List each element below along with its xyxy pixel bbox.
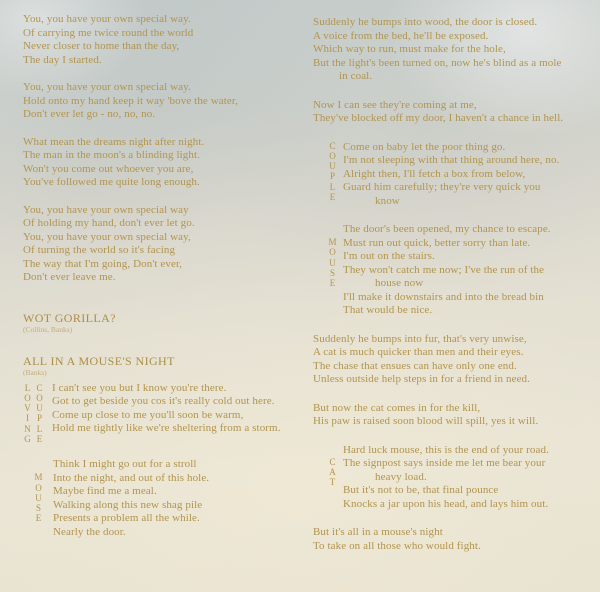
song-title-all-in-a-mouses-night: ALL IN A MOUSE'S NIGHT xyxy=(23,354,175,368)
lyric-line: Maybe find me a meal. xyxy=(53,485,157,498)
vertical-label-cat: CAT xyxy=(329,456,336,488)
vertical-label-couple: COUPLE xyxy=(36,382,43,444)
stanza-lines xyxy=(53,458,209,539)
lyric-line: Into the night, and out of this hole. xyxy=(53,471,210,484)
stanza-cat-narrative-1 xyxy=(313,333,563,387)
stanza-mouse-narrative-2 xyxy=(313,99,563,126)
lyric-line: His paw is raised soon blood will spill, yes it will. xyxy=(313,415,539,427)
stanza-cat-narrative-2 xyxy=(313,402,563,429)
lyric-line: You, you have your own special way, xyxy=(23,230,191,243)
lyric-line: You, you have your own special way. xyxy=(23,13,191,25)
lyric-line: Alright then, I'll fetch a box from below, xyxy=(343,167,526,180)
lyric-line: The signpost says inside me let me bear your xyxy=(343,457,546,469)
lyric-line: That would be nice. xyxy=(343,304,433,316)
lyric-line: You've followed me quite long enough. xyxy=(23,176,200,188)
vertical-label-mouse: MOUSE xyxy=(34,472,43,524)
lyric-line: Knocks a jar upon his head, and lays him out. xyxy=(343,497,549,510)
lyric-line: But it's all in a mouse's night xyxy=(313,526,443,538)
stanza-lines xyxy=(52,382,281,445)
vertical-label-mouse: MOUSE xyxy=(328,237,337,289)
lyric-line: Think I might go out for a stroll xyxy=(53,458,197,471)
lyric-line: Come up close to me you'll soon be warm, xyxy=(52,408,244,421)
lyric-line: Which way to run, must make for the hole, xyxy=(313,43,506,55)
lyric-line: Suddenly he bumps into wood, the door is closed. xyxy=(313,16,538,28)
lyric-line: A cat is much quicker than men and their eyes. xyxy=(313,346,524,358)
stanza-loving-couple xyxy=(23,382,281,445)
lyric-line: Hold onto my hand keep it way 'bove the water, xyxy=(23,94,239,107)
speaker-label-gutter xyxy=(313,223,343,318)
lyric-line: Hard luck mouse, this is the end of your road. xyxy=(343,443,549,456)
lyric-line: The way that I'm going, Don't ever, xyxy=(23,257,183,270)
lyric-line: I can't see you but I know you're there. xyxy=(52,381,227,394)
lyric-line: The chase that ensues can have only one end. xyxy=(313,359,517,372)
lyric-line: Now I can see they're coming at me, xyxy=(313,98,477,111)
lyric-line: Must run out quick, better sorry than late. xyxy=(343,236,531,249)
lyric-line-continuation: in coal. xyxy=(339,70,373,82)
lyric-line: Don't ever let go - no, no, no. xyxy=(23,108,156,120)
right-column xyxy=(313,16,563,568)
stanza-closing xyxy=(313,526,563,553)
lyric-line: The man in the moon's a blinding light. xyxy=(23,149,200,161)
lyric-line: Never closer to home than the day, xyxy=(23,40,180,52)
lyric-line: A voice from the bed, he'll be exposed. xyxy=(313,29,489,42)
stanza-mouse-right xyxy=(313,223,563,318)
lyric-line: I'm not sleeping with that thing around here, no. xyxy=(343,154,560,166)
song-block-wot-gorilla xyxy=(23,311,281,335)
lyric-line: Presents a problem all the while. xyxy=(53,512,200,525)
lyric-line: They won't catch me now; I've the run of the xyxy=(343,263,545,276)
lyric-line: They've blocked off my door, I haven't a chance in hell. xyxy=(313,112,564,124)
vertical-label-couple: COUPLE xyxy=(329,140,336,202)
lyric-line: I'll make it downstairs and into the bread bin xyxy=(343,290,544,303)
lyric-line: You, you have your own special way. xyxy=(23,81,191,93)
lyric-line: What mean the dreams night after night. xyxy=(23,135,205,148)
lyric-line: You, you have your own special way xyxy=(23,203,189,216)
speaker-label-gutter xyxy=(313,444,343,512)
song-title-wot-gorilla: WOT GORILLA? xyxy=(23,310,116,325)
lyric-line: Unless outside help steps in for a friend in need. xyxy=(313,373,531,385)
stanza-couple-right xyxy=(313,141,563,209)
lyric-line: Of turning the world so it's facing xyxy=(23,244,176,256)
lyric-line: But now the cat comes in for the kill, xyxy=(313,401,481,414)
stanza-lines xyxy=(343,141,559,209)
lyric-line: Don't ever leave me. xyxy=(23,271,116,283)
song-block-all-in-a-mouses-night xyxy=(23,354,281,378)
lyric-line: Of carrying me twice round the world xyxy=(23,26,194,39)
lyric-line: But the light's been turned on, now he's blind as a mole xyxy=(313,56,562,69)
stanza-special-way-1 xyxy=(23,13,281,67)
lyric-line: The day I started. xyxy=(23,53,102,66)
lyric-line: I'm out on the stairs. xyxy=(343,250,435,262)
lyric-line: The door's been opened, my chance to escape. xyxy=(343,223,551,235)
stanza-lines xyxy=(343,444,549,512)
lyric-line: Hold me tightly like we're sheltering from a storm. xyxy=(52,422,281,434)
lyric-line: Won't you come out whoever you are, xyxy=(23,162,194,175)
lyric-line-continuation: heavy load. xyxy=(375,470,427,483)
speaker-label-gutter xyxy=(23,382,52,445)
stanza-cat xyxy=(313,444,563,512)
lyric-line: Got to get beside you cos it's really cold out here. xyxy=(52,395,275,407)
lyric-line-continuation: house now xyxy=(375,277,424,289)
stanza-mouse-left xyxy=(23,458,281,539)
stanza-mouse-narrative-1 xyxy=(313,16,563,84)
left-column xyxy=(23,13,281,553)
stanza-special-way-4 xyxy=(23,204,281,285)
lyric-line: Come on baby let the poor thing go. xyxy=(343,140,506,153)
lyric-line: Nearly the door. xyxy=(53,525,126,538)
stanza-lines xyxy=(343,223,551,318)
stanza-special-way-2 xyxy=(23,81,281,122)
lyric-line: Suddenly he bumps into fur, that's very unwise, xyxy=(313,332,527,345)
song-credit-wot-gorilla: (Collins, Banks) xyxy=(23,324,73,334)
lyric-line: Guard him carefully; they're very quick you xyxy=(343,181,541,193)
song-credit-all-in-a-mouses-night: (Banks) xyxy=(23,368,47,377)
lyric-line: Walking along this new shag pile xyxy=(53,498,203,511)
lyric-line: But it's not to be, that final pounce xyxy=(343,484,499,496)
stanza-special-way-3 xyxy=(23,136,281,190)
vertical-label-loving: LOVING xyxy=(24,382,31,444)
speaker-label-gutter xyxy=(23,458,53,539)
lyric-line: To take on all those who would fight. xyxy=(313,539,481,552)
lyric-line-continuation: know xyxy=(375,194,400,207)
speaker-label-gutter xyxy=(313,141,343,209)
lyric-line: Of holding my hand, don't ever let go. xyxy=(23,217,195,229)
